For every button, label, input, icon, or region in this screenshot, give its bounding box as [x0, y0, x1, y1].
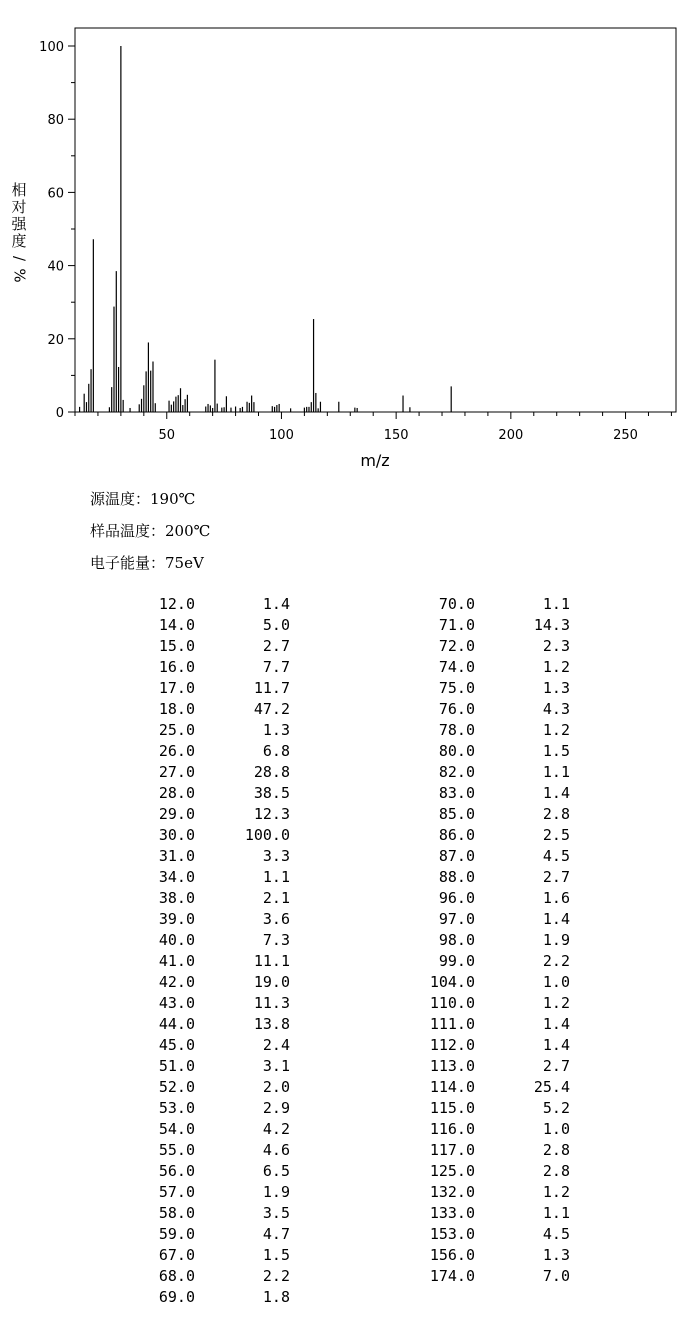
intensity-value: 1.5 — [542, 742, 570, 760]
table-row — [100, 741, 290, 762]
table-row — [100, 1077, 290, 1098]
table-row — [380, 1140, 570, 1161]
intensity-value: 4.5 — [542, 847, 570, 865]
y-tick-label: 0 — [55, 406, 64, 421]
table-row — [380, 909, 570, 930]
sample-temperature: 样品温度：200℃ — [90, 522, 211, 540]
intensity-value: 4.5 — [542, 1225, 570, 1243]
table-row — [380, 1077, 570, 1098]
mz-value: 174.0 — [429, 1267, 475, 1285]
table-row — [100, 699, 290, 720]
mz-value: 58.0 — [158, 1204, 195, 1222]
intensity-value: 1.5 — [262, 1246, 290, 1264]
y-label-char: 相 — [11, 181, 27, 199]
mz-value: 59.0 — [158, 1225, 195, 1243]
mz-value: 112.0 — [429, 1036, 475, 1054]
mz-value: 68.0 — [158, 1267, 195, 1285]
mz-value: 18.0 — [158, 700, 195, 718]
intensity-value: 1.0 — [542, 973, 570, 991]
table-row — [100, 930, 290, 951]
mz-value: 78.0 — [438, 721, 475, 739]
intensity-value: 5.2 — [542, 1099, 570, 1117]
table-row — [100, 1161, 290, 1182]
intensity-value: 1.6 — [542, 889, 570, 907]
table-row — [100, 1014, 290, 1035]
mz-value: 110.0 — [429, 994, 475, 1012]
table-row — [100, 1287, 290, 1308]
table-row — [100, 951, 290, 972]
y-label-char: / — [10, 255, 29, 262]
intensity-value: 4.6 — [262, 1141, 290, 1159]
mz-value: 27.0 — [158, 763, 195, 781]
table-row — [380, 762, 570, 783]
mz-value: 104.0 — [429, 973, 475, 991]
mz-value: 17.0 — [158, 679, 195, 697]
y-axis-label — [8, 182, 30, 284]
intensity-value: 4.7 — [262, 1225, 290, 1243]
mz-value: 55.0 — [158, 1141, 195, 1159]
y-label-char: 度 — [11, 232, 27, 250]
intensity-value: 6.5 — [262, 1162, 290, 1180]
mz-value: 31.0 — [158, 847, 195, 865]
table-row — [100, 594, 290, 615]
mz-value: 29.0 — [158, 805, 195, 823]
y-label-char: 强 — [11, 215, 27, 233]
intensity-value: 1.8 — [262, 1288, 290, 1306]
intensity-value: 4.2 — [262, 1120, 290, 1138]
mz-value: 38.0 — [158, 889, 195, 907]
mz-value: 30.0 — [158, 826, 195, 844]
mz-value: 14.0 — [158, 616, 195, 634]
intensity-value: 11.1 — [253, 952, 290, 970]
mz-value: 41.0 — [158, 952, 195, 970]
mz-value: 25.0 — [158, 721, 195, 739]
mz-value: 57.0 — [158, 1183, 195, 1201]
table-row — [100, 1266, 290, 1287]
mz-value: 99.0 — [438, 952, 475, 970]
y-axis — [39, 40, 75, 421]
intensity-value: 3.6 — [262, 910, 290, 928]
intensity-value: 1.2 — [542, 658, 570, 676]
table-row — [100, 804, 290, 825]
table-row — [100, 993, 290, 1014]
mz-value: 85.0 — [438, 805, 475, 823]
table-row — [380, 636, 570, 657]
mz-value: 132.0 — [429, 1183, 475, 1201]
x-axis-label: m/z — [360, 451, 390, 470]
x-tick-label: 250 — [613, 428, 638, 443]
table-row — [100, 1182, 290, 1203]
mz-value: 15.0 — [158, 637, 195, 655]
mz-value: 51.0 — [158, 1057, 195, 1075]
intensity-value: 2.2 — [262, 1267, 290, 1285]
table-row — [380, 720, 570, 741]
table-row — [100, 825, 290, 846]
table-row — [380, 888, 570, 909]
intensity-value: 38.5 — [253, 784, 290, 802]
mz-value: 82.0 — [438, 763, 475, 781]
mz-value: 40.0 — [158, 931, 195, 949]
mz-value: 133.0 — [429, 1204, 475, 1222]
table-row — [380, 972, 570, 993]
mz-value: 114.0 — [429, 1078, 475, 1096]
mass-spectrum-chart — [0, 0, 696, 480]
intensity-value: 1.0 — [542, 1120, 570, 1138]
table-row — [380, 657, 570, 678]
intensity-value: 1.2 — [542, 721, 570, 739]
mz-value: 43.0 — [158, 994, 195, 1012]
mz-value: 39.0 — [158, 910, 195, 928]
intensity-value: 1.1 — [542, 763, 570, 781]
intensity-value: 1.4 — [542, 910, 570, 928]
intensity-value: 12.3 — [253, 805, 290, 823]
intensity-value: 1.3 — [262, 721, 290, 739]
source-temperature: 源温度：190℃ — [90, 490, 196, 508]
table-row — [380, 1161, 570, 1182]
table-row — [100, 1224, 290, 1245]
mz-value: 125.0 — [429, 1162, 475, 1180]
intensity-value: 47.2 — [253, 700, 290, 718]
table-row — [380, 1119, 570, 1140]
table-row — [100, 636, 290, 657]
mz-value: 83.0 — [438, 784, 475, 802]
table-row — [100, 762, 290, 783]
intensity-value: 2.1 — [262, 889, 290, 907]
plot-frame — [75, 28, 676, 412]
mz-value: 86.0 — [438, 826, 475, 844]
mz-value: 67.0 — [158, 1246, 195, 1264]
intensity-value: 100.0 — [244, 826, 290, 844]
mz-value: 69.0 — [158, 1288, 195, 1306]
table-row — [100, 1098, 290, 1119]
x-axis — [75, 412, 671, 443]
table-row — [100, 615, 290, 636]
intensity-value: 2.7 — [542, 868, 570, 886]
table-row — [380, 699, 570, 720]
table-row — [100, 657, 290, 678]
mz-value: 153.0 — [429, 1225, 475, 1243]
x-tick-label: 150 — [383, 428, 409, 443]
intensity-value: 4.3 — [542, 700, 570, 718]
mz-value: 96.0 — [438, 889, 475, 907]
table-row — [380, 615, 570, 636]
table-row — [100, 888, 290, 909]
mz-value: 117.0 — [429, 1141, 475, 1159]
table-row — [380, 783, 570, 804]
table-row — [380, 825, 570, 846]
intensity-value: 19.0 — [253, 973, 290, 991]
table-row — [100, 1056, 290, 1077]
intensity-value: 6.8 — [262, 742, 290, 760]
intensity-value: 3.1 — [262, 1057, 290, 1075]
intensity-value: 13.8 — [253, 1015, 290, 1033]
mz-value: 74.0 — [438, 658, 475, 676]
table-row — [380, 1266, 570, 1287]
intensity-value: 1.2 — [542, 994, 570, 1012]
table-row — [380, 1014, 570, 1035]
peak-table-right — [380, 594, 570, 1287]
intensity-value: 1.3 — [542, 679, 570, 697]
mz-value: 115.0 — [429, 1099, 475, 1117]
intensity-value: 2.3 — [542, 637, 570, 655]
intensity-value: 7.7 — [262, 658, 290, 676]
mz-value: 97.0 — [438, 910, 475, 928]
intensity-value: 2.9 — [262, 1099, 290, 1117]
table-row — [380, 1203, 570, 1224]
table-row — [380, 930, 570, 951]
intensity-value: 1.4 — [542, 784, 570, 802]
y-label-char: % — [10, 268, 29, 283]
intensity-value: 1.2 — [542, 1183, 570, 1201]
table-row — [100, 720, 290, 741]
mz-value: 53.0 — [158, 1099, 195, 1117]
intensity-value: 2.5 — [542, 826, 570, 844]
table-row — [380, 1245, 570, 1266]
y-tick-label: 20 — [47, 332, 64, 348]
intensity-value: 2.7 — [262, 637, 290, 655]
x-tick-label: 100 — [269, 428, 294, 443]
y-tick-label: 60 — [47, 186, 64, 202]
y-tick-label: 100 — [39, 40, 64, 55]
table-row — [100, 1035, 290, 1056]
spectrum-peaks — [80, 46, 452, 412]
mz-value: 26.0 — [158, 742, 195, 760]
intensity-value: 7.0 — [542, 1267, 570, 1285]
table-row — [100, 909, 290, 930]
mz-value: 98.0 — [438, 931, 475, 949]
intensity-value: 2.4 — [262, 1036, 290, 1054]
table-row — [100, 846, 290, 867]
intensity-value: 2.7 — [542, 1057, 570, 1075]
intensity-value: 1.9 — [262, 1183, 290, 1201]
intensity-value: 1.3 — [542, 1246, 570, 1264]
table-row — [380, 993, 570, 1014]
mz-value: 28.0 — [158, 784, 195, 802]
table-row — [380, 951, 570, 972]
intensity-value: 14.3 — [533, 616, 570, 634]
mz-value: 71.0 — [438, 616, 475, 634]
table-row — [100, 1140, 290, 1161]
intensity-value: 7.3 — [262, 931, 290, 949]
mz-value: 44.0 — [158, 1015, 195, 1033]
y-tick-label: 40 — [47, 259, 64, 275]
mz-value: 156.0 — [429, 1246, 475, 1264]
table-row — [380, 594, 570, 615]
intensity-value: 2.2 — [542, 952, 570, 970]
table-row — [380, 1182, 570, 1203]
mz-value: 54.0 — [158, 1120, 195, 1138]
intensity-value: 11.3 — [253, 994, 290, 1012]
intensity-value: 2.0 — [262, 1078, 290, 1096]
mz-value: 88.0 — [438, 868, 475, 886]
table-row — [100, 1245, 290, 1266]
table-row — [380, 804, 570, 825]
table-row — [380, 741, 570, 762]
intensity-value: 2.8 — [542, 805, 570, 823]
mz-value: 72.0 — [438, 637, 475, 655]
mz-value: 116.0 — [429, 1120, 475, 1138]
table-row — [380, 846, 570, 867]
intensity-value: 1.1 — [542, 595, 570, 613]
table-row — [100, 783, 290, 804]
table-row — [380, 1035, 570, 1056]
mz-value: 111.0 — [429, 1015, 475, 1033]
mz-value: 70.0 — [438, 595, 475, 613]
intensity-value: 3.3 — [262, 847, 290, 865]
electron-energy: 电子能量：75eV — [90, 554, 204, 572]
intensity-value: 11.7 — [253, 679, 290, 697]
table-row — [380, 678, 570, 699]
intensity-value: 1.9 — [542, 931, 570, 949]
table-row — [100, 1203, 290, 1224]
intensity-value: 2.8 — [542, 1141, 570, 1159]
table-row — [380, 867, 570, 888]
intensity-value: 1.1 — [262, 868, 290, 886]
table-row — [100, 1119, 290, 1140]
table-row — [380, 1224, 570, 1245]
mz-value: 52.0 — [158, 1078, 195, 1096]
x-tick-label: 50 — [158, 428, 176, 443]
intensity-value: 1.4 — [262, 595, 290, 613]
intensity-value: 5.0 — [262, 616, 290, 634]
intensity-value: 28.8 — [253, 763, 290, 781]
table-row — [100, 867, 290, 888]
mz-value: 87.0 — [438, 847, 475, 865]
mz-value: 16.0 — [158, 658, 195, 676]
mz-value: 56.0 — [158, 1162, 195, 1180]
mz-value: 45.0 — [158, 1036, 195, 1054]
y-tick-label: 80 — [47, 113, 64, 129]
mz-value: 113.0 — [429, 1057, 475, 1075]
mz-value: 12.0 — [158, 595, 195, 613]
intensity-value: 1.4 — [542, 1036, 570, 1054]
intensity-value: 1.4 — [542, 1015, 570, 1033]
mz-value: 80.0 — [438, 742, 475, 760]
y-label-char: 对 — [11, 198, 27, 216]
intensity-value: 3.5 — [262, 1204, 290, 1222]
table-row — [100, 678, 290, 699]
intensity-value: 1.1 — [542, 1204, 570, 1222]
peak-table-left — [100, 594, 290, 1308]
mz-value: 76.0 — [438, 700, 475, 718]
table-row — [100, 972, 290, 993]
intensity-value: 25.4 — [533, 1078, 570, 1096]
mz-value: 34.0 — [158, 868, 195, 886]
table-row — [380, 1098, 570, 1119]
mz-value: 42.0 — [158, 973, 195, 991]
x-tick-label: 200 — [498, 428, 524, 443]
intensity-value: 2.8 — [542, 1162, 570, 1180]
table-row — [380, 1056, 570, 1077]
mz-value: 75.0 — [438, 679, 475, 697]
